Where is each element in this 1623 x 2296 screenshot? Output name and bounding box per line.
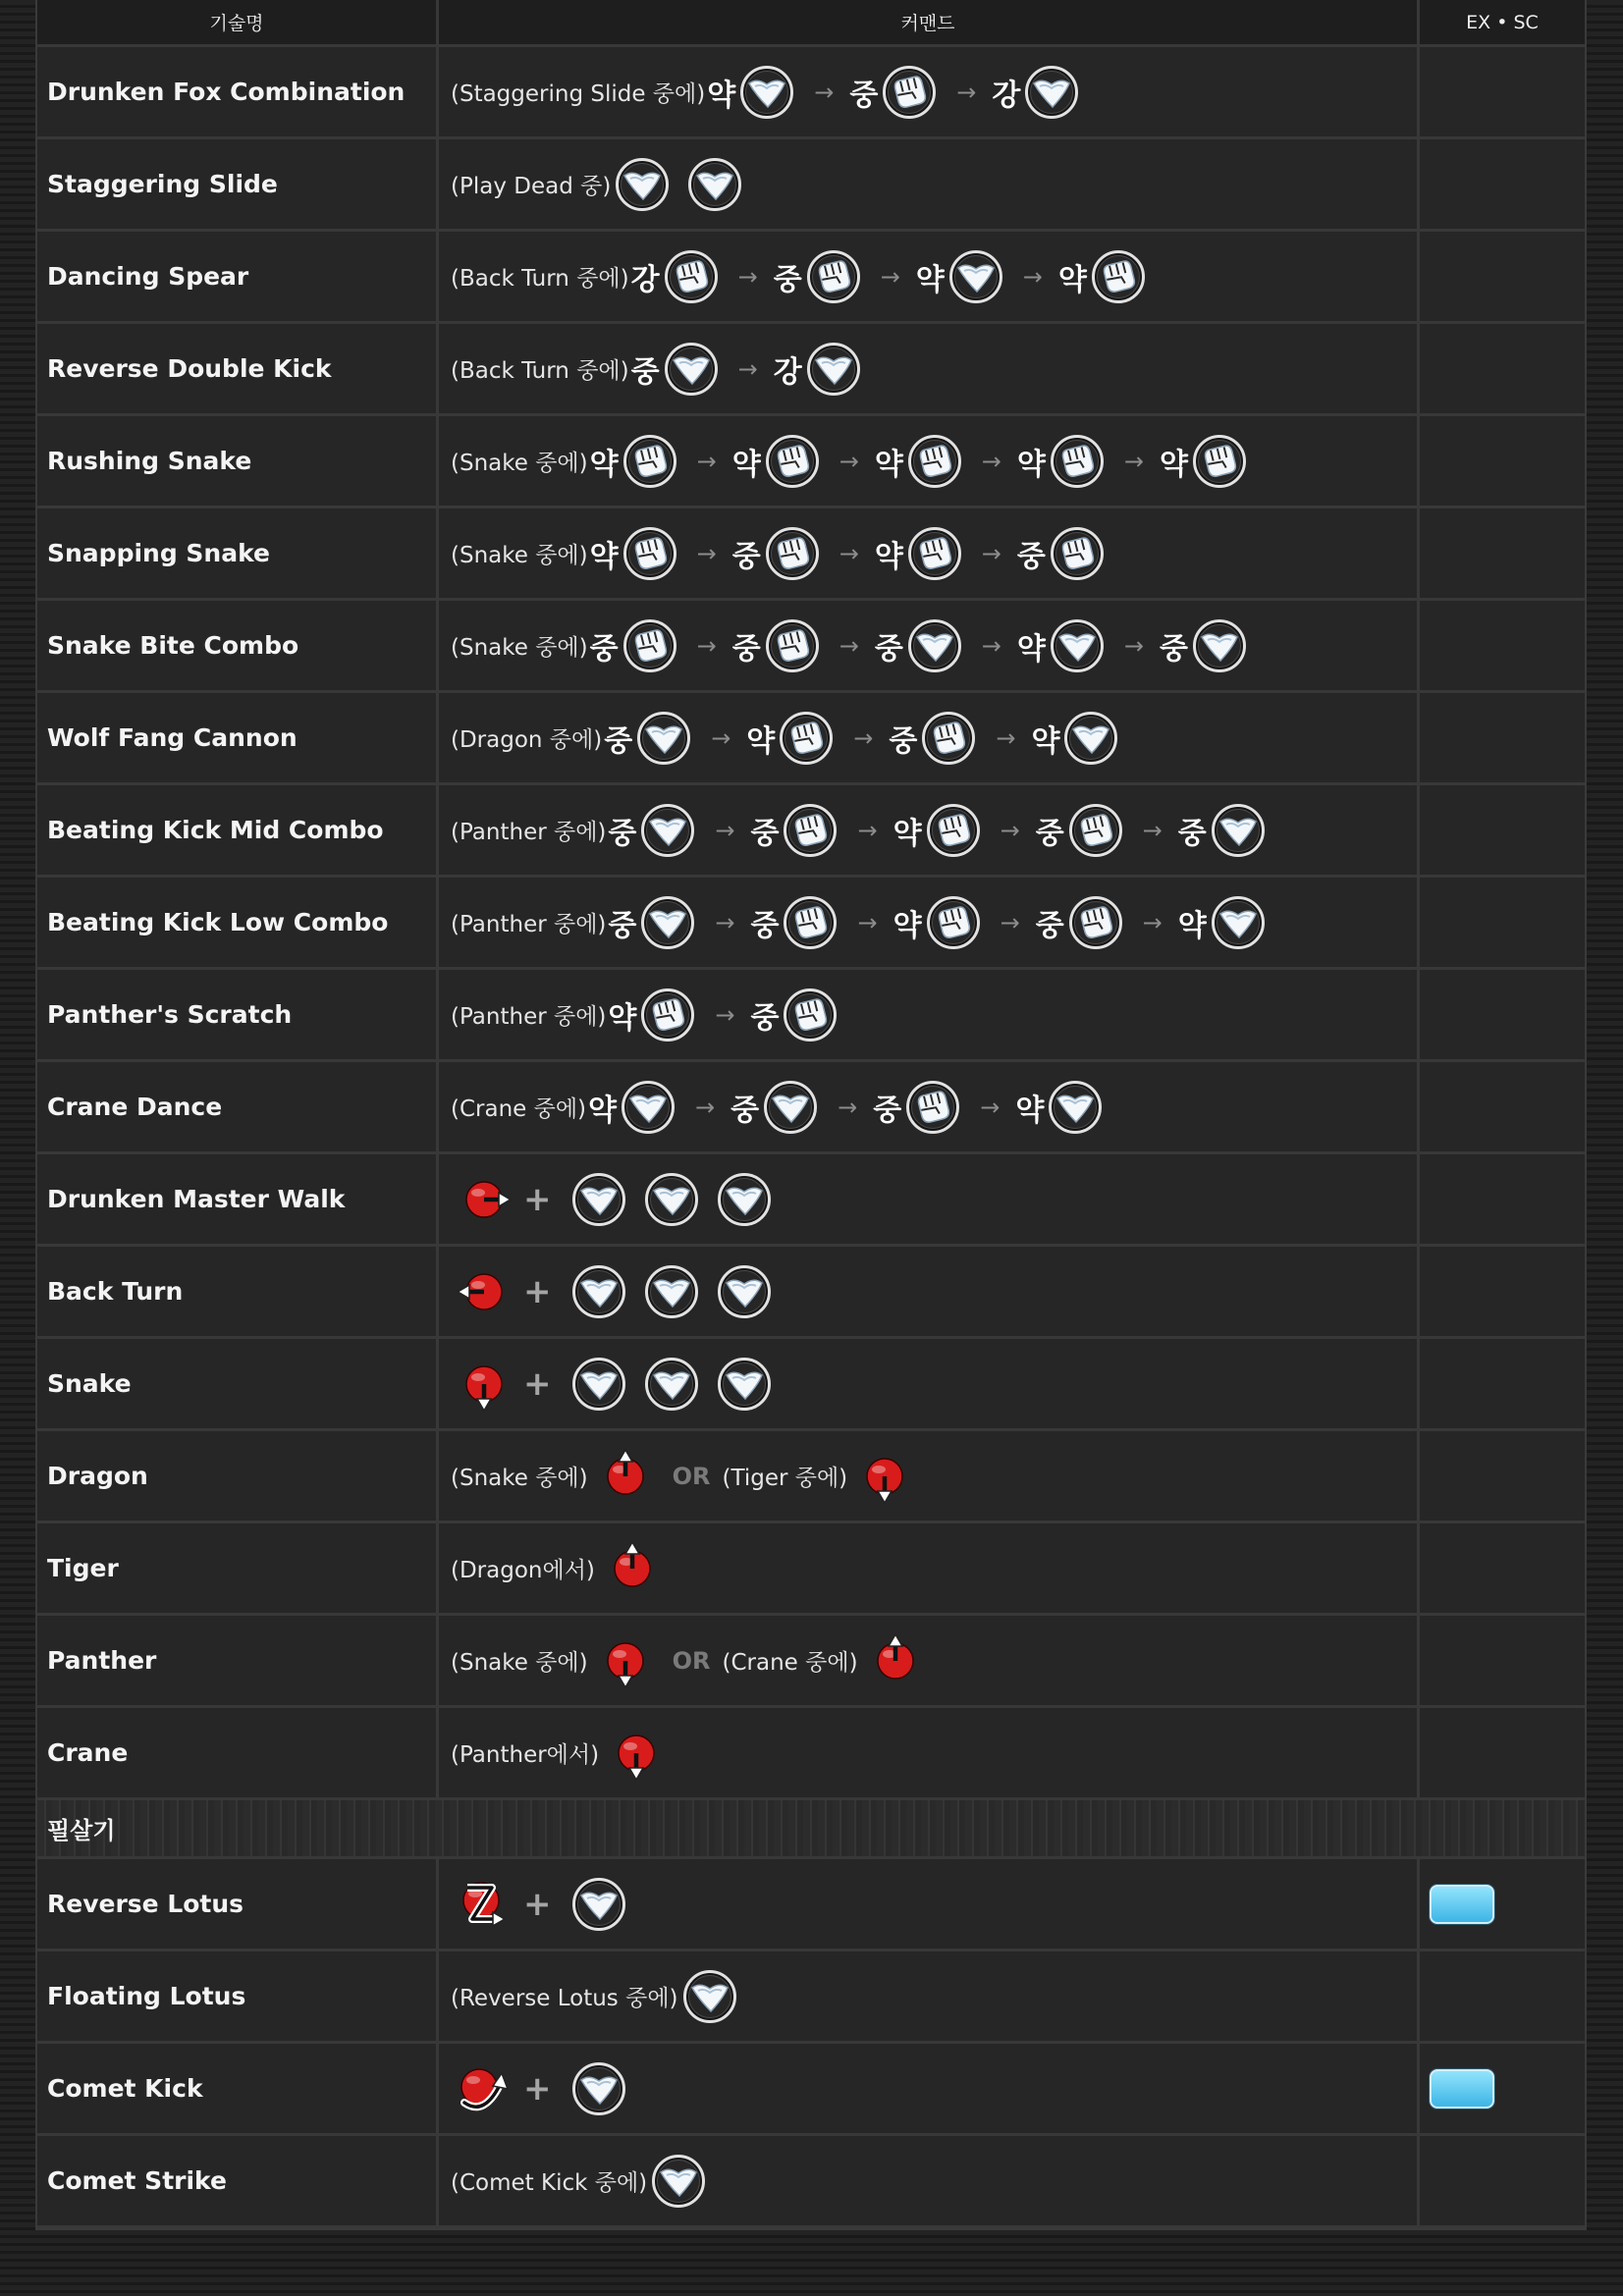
command-context: (Panther 중에)	[451, 820, 607, 845]
strength-label: 중	[1177, 816, 1207, 851]
command-context: (Snake 중에)	[451, 1466, 588, 1491]
punch-button-icon	[783, 803, 838, 858]
move-name-cell	[37, 416, 439, 506]
command-context: (Tiger 중에)	[722, 1466, 848, 1491]
strength-label: 중	[849, 78, 879, 113]
strength-label: 약	[746, 723, 776, 759]
move-row	[37, 1616, 1585, 1708]
kick-button-icon	[907, 618, 962, 673]
sequence-arrow: →	[1000, 816, 1020, 844]
move-name: Reverse Double Kick	[47, 354, 332, 383]
kick-button-icon	[806, 342, 861, 397]
move-command-cell	[439, 1951, 1420, 2041]
kick-button-icon	[1211, 803, 1266, 858]
move-name-cell	[37, 324, 439, 413]
table-header	[37, 0, 1585, 47]
move-ex-sc-cell	[1420, 1523, 1585, 1613]
move-command-cell	[439, 970, 1420, 1059]
strength-label: 약	[1031, 723, 1060, 759]
move-command-cell	[439, 139, 1420, 229]
header-ex-sc: EX • SC	[1466, 11, 1539, 33]
move-ex-sc-cell	[1420, 1247, 1585, 1336]
move-name-cell	[37, 1951, 439, 2041]
move-row	[37, 232, 1585, 324]
sequence-arrow: →	[1123, 631, 1144, 660]
strength-label: 중	[1035, 908, 1064, 943]
kick-button-icon	[644, 1357, 699, 1412]
command-context: (Reverse Lotus 중에)	[451, 1986, 678, 2011]
move-row	[37, 1062, 1585, 1154]
punch-button-icon	[783, 988, 838, 1042]
section-title: 필살기	[47, 1817, 116, 1844]
move-name-cell	[37, 970, 439, 1059]
kick-button-icon	[1050, 618, 1105, 673]
move-name-cell	[37, 47, 439, 136]
sequence-arrow: →	[1142, 816, 1163, 844]
move-name: Rushing Snake	[47, 447, 252, 475]
kick-button-icon	[1063, 711, 1118, 766]
sequence-arrow: →	[1123, 447, 1144, 475]
strength-label: 중	[873, 1093, 902, 1128]
move-ex-sc-cell	[1420, 2136, 1585, 2225]
sequence-arrow: →	[839, 447, 859, 475]
sequence-arrow: →	[814, 78, 835, 106]
strength-label: 중	[630, 354, 660, 390]
move-row	[37, 508, 1585, 601]
kick-button-icon	[763, 1080, 818, 1135]
move-name: Staggering Slide	[47, 170, 278, 198]
punch-button-icon	[907, 526, 962, 581]
sequence-arrow: →	[839, 539, 859, 567]
command-context: (Snake 중에)	[451, 1650, 588, 1676]
header-move-name: 기술명	[37, 0, 439, 44]
kick-button-icon	[571, 1264, 626, 1319]
move-ex-sc-cell	[1420, 232, 1585, 321]
punch-button-icon	[926, 895, 981, 950]
kick-button-icon	[1211, 895, 1266, 950]
strength-label: 약	[1177, 908, 1207, 943]
kick-button-icon	[687, 157, 742, 212]
move-ex-sc-cell	[1420, 416, 1585, 506]
move-name-cell	[37, 1339, 439, 1428]
sequence-arrow: →	[980, 1093, 1001, 1121]
move-name-cell	[37, 508, 439, 598]
strength-label: 중	[773, 262, 802, 297]
sequence-arrow: →	[981, 447, 1001, 475]
command-context: (Comet Kick 중에)	[451, 2170, 648, 2196]
strength-label: 중	[608, 816, 637, 851]
command-context: (Back Turn 중에)	[451, 266, 629, 292]
ex-sc-gauge-icon	[1430, 1885, 1494, 1924]
move-row	[37, 1859, 1585, 1951]
move-name-cell	[37, 1616, 439, 1705]
sequence-arrow: →	[839, 631, 859, 660]
kick-button-icon	[640, 895, 695, 950]
punch-button-icon	[1068, 895, 1123, 950]
move-row	[37, 1708, 1585, 1800]
punch-button-icon	[765, 434, 820, 489]
strength-label: 약	[589, 539, 619, 574]
move-command-cell	[439, 1616, 1420, 1705]
move-command-cell	[439, 416, 1420, 506]
move-ex-sc-cell	[1420, 785, 1585, 875]
strength-label: 중	[730, 1093, 760, 1128]
kick-button-icon	[644, 1264, 699, 1319]
command-context: (Dragon 중에)	[451, 727, 603, 753]
sequence-arrow: →	[956, 78, 977, 106]
move-name-cell	[37, 785, 439, 875]
kick-button-icon	[717, 1264, 772, 1319]
strength-label: 중	[731, 631, 761, 667]
strength-label: 약	[1016, 631, 1046, 667]
move-row	[37, 324, 1585, 416]
move-command-cell	[439, 1339, 1420, 1428]
strength-label: 중	[889, 723, 918, 759]
move-name-cell	[37, 693, 439, 782]
special-moves-group	[37, 1859, 1585, 2228]
move-command-cell	[439, 878, 1420, 967]
normal-moves-group	[37, 47, 1585, 1800]
sequence-arrow: →	[857, 908, 878, 936]
move-name-cell	[37, 1154, 439, 1244]
command-context: (Crane 중에)	[451, 1096, 587, 1122]
sequence-arrow: →	[711, 723, 731, 752]
punch-button-icon	[765, 526, 820, 581]
sequence-arrow: →	[696, 447, 717, 475]
command-context: (Back Turn 중에)	[451, 358, 629, 384]
sequence-arrow: →	[715, 908, 735, 936]
punch-button-icon	[926, 803, 981, 858]
direction-z-motion-icon	[455, 1875, 514, 1934]
move-ex-sc-cell	[1420, 1708, 1585, 1797]
kick-button-icon	[1192, 618, 1247, 673]
punch-button-icon	[921, 711, 976, 766]
punch-button-icon	[806, 249, 861, 304]
move-name-cell	[37, 1859, 439, 1949]
move-ex-sc-cell	[1420, 970, 1585, 1059]
kick-button-icon	[948, 249, 1003, 304]
move-name: Crane Dance	[47, 1093, 223, 1121]
move-ex-sc-cell	[1420, 601, 1585, 690]
strength-label: 약	[731, 447, 761, 482]
move-ex-sc-cell	[1420, 1859, 1585, 1949]
plus-sign: +	[523, 1271, 552, 1311]
sequence-arrow: →	[1142, 908, 1163, 936]
move-name-cell	[37, 1523, 439, 1613]
move-command-cell	[439, 601, 1420, 690]
move-name: Snake	[47, 1369, 132, 1398]
sequence-arrow: →	[737, 354, 758, 383]
direction-down-icon	[855, 1447, 914, 1506]
sequence-arrow: →	[857, 816, 878, 844]
punch-button-icon	[1050, 526, 1105, 581]
kick-button-icon	[682, 1969, 737, 2024]
move-command-cell	[439, 2044, 1420, 2133]
move-command-cell	[439, 1523, 1420, 1613]
move-command-cell	[439, 232, 1420, 321]
sequence-arrow: →	[996, 723, 1016, 752]
kick-button-icon	[640, 803, 695, 858]
kick-button-icon	[717, 1172, 772, 1227]
move-ex-sc-cell	[1420, 2044, 1585, 2133]
kick-button-icon	[621, 1080, 676, 1135]
move-command-cell	[439, 785, 1420, 875]
strength-label: 약	[589, 447, 619, 482]
move-name-cell	[37, 1431, 439, 1521]
sequence-arrow: →	[715, 816, 735, 844]
kick-button-icon	[571, 1357, 626, 1412]
move-name: Reverse Lotus	[47, 1890, 244, 1918]
punch-button-icon	[1068, 803, 1123, 858]
kick-button-icon	[571, 1172, 626, 1227]
sequence-arrow: →	[1000, 908, 1020, 936]
kick-button-icon	[717, 1357, 772, 1412]
move-row	[37, 1154, 1585, 1247]
command-context: (Crane 중에)	[722, 1650, 858, 1676]
move-ex-sc-cell	[1420, 1154, 1585, 1244]
move-row	[37, 2044, 1585, 2136]
move-name: Comet Kick	[47, 2074, 203, 2103]
direction-down-icon	[596, 1631, 655, 1690]
move-name: Drunken Master Walk	[47, 1185, 346, 1213]
move-row	[37, 1951, 1585, 2044]
move-ex-sc-cell	[1420, 139, 1585, 229]
move-row	[37, 785, 1585, 878]
sequence-arrow: →	[880, 262, 900, 291]
punch-button-icon	[765, 618, 820, 673]
move-name: Wolf Fang Cannon	[47, 723, 298, 752]
move-ex-sc-cell	[1420, 508, 1585, 598]
kick-button-icon	[644, 1172, 699, 1227]
strength-label: 중	[1016, 539, 1046, 574]
command-context: (Play Dead 중)	[451, 174, 612, 199]
move-ex-sc-cell	[1420, 1062, 1585, 1151]
move-row	[37, 1431, 1585, 1523]
move-name: Beating Kick Low Combo	[47, 908, 389, 936]
sequence-arrow: →	[981, 631, 1001, 660]
move-name: Tiger	[47, 1554, 119, 1582]
strength-label: 중	[1160, 631, 1188, 667]
move-name: Crane	[47, 1738, 129, 1767]
direction-left-icon	[455, 1262, 514, 1321]
direction-arc-motion-icon	[455, 2059, 514, 2118]
move-name-cell	[37, 601, 439, 690]
sequence-arrow: →	[737, 262, 758, 291]
move-command-cell	[439, 1062, 1420, 1151]
move-name-cell	[37, 232, 439, 321]
move-ex-sc-cell	[1420, 324, 1585, 413]
move-ex-sc-cell	[1420, 47, 1585, 136]
header-command: 커맨드	[439, 0, 1420, 44]
move-row	[37, 1247, 1585, 1339]
plus-sign: +	[523, 1179, 552, 1219]
move-row	[37, 139, 1585, 232]
move-row	[37, 47, 1585, 139]
sequence-arrow: →	[853, 723, 874, 752]
sequence-arrow: →	[838, 1093, 858, 1121]
strength-label: 약	[588, 1093, 618, 1128]
plus-sign: +	[523, 2068, 552, 2109]
move-name-cell	[37, 2044, 439, 2133]
sequence-arrow: →	[696, 631, 717, 660]
strength-label: 중	[750, 908, 780, 943]
move-command-cell	[439, 324, 1420, 413]
strength-label: 약	[1160, 447, 1188, 482]
command-context: (Snake 중에)	[451, 543, 588, 568]
or-separator: OR	[672, 1462, 711, 1490]
kick-button-icon	[739, 65, 794, 120]
strength-label: 약	[707, 78, 736, 113]
move-command-cell	[439, 1708, 1420, 1797]
strength-label: 중	[750, 1000, 780, 1036]
command-context: (Snake 중에)	[451, 635, 588, 661]
strength-label: 중	[589, 631, 619, 667]
move-row	[37, 693, 1585, 785]
plus-sign: +	[523, 1363, 552, 1404]
command-context: (Panther에서)	[451, 1742, 600, 1768]
command-context: (Panther 중에)	[451, 912, 607, 937]
sequence-arrow: →	[696, 539, 717, 567]
move-command-cell	[439, 1247, 1420, 1336]
punch-button-icon	[640, 988, 695, 1042]
strength-label: 강	[773, 354, 802, 390]
strength-label: 약	[915, 262, 945, 297]
move-ex-sc-cell	[1420, 878, 1585, 967]
strength-label: 중	[1035, 816, 1064, 851]
move-row	[37, 970, 1585, 1062]
move-name-cell	[37, 1708, 439, 1797]
strength-label: 중	[874, 631, 903, 667]
strength-label: 중	[608, 908, 637, 943]
punch-button-icon	[905, 1080, 960, 1135]
move-name-cell	[37, 878, 439, 967]
strength-label: 약	[1016, 447, 1046, 482]
or-separator: OR	[672, 1646, 711, 1675]
move-name-cell	[37, 2136, 439, 2225]
strength-label: 중	[604, 723, 633, 759]
direction-up-icon	[603, 1539, 662, 1598]
sequence-arrow: →	[695, 1093, 716, 1121]
direction-right-icon	[455, 1170, 514, 1229]
move-command-cell	[439, 47, 1420, 136]
move-command-cell	[439, 2136, 1420, 2225]
punch-button-icon	[907, 434, 962, 489]
move-command-cell	[439, 693, 1420, 782]
move-name: Dragon	[47, 1462, 148, 1490]
kick-button-icon	[571, 2061, 626, 2116]
strength-label: 중	[750, 816, 780, 851]
move-name: Snake Bite Combo	[47, 631, 299, 660]
kick-button-icon	[636, 711, 691, 766]
strength-label: 약	[874, 539, 903, 574]
punch-button-icon	[622, 434, 677, 489]
direction-down-icon	[607, 1724, 666, 1783]
ex-sc-gauge-icon	[1430, 2069, 1494, 2109]
sequence-arrow: →	[715, 1000, 735, 1029]
strength-label: 약	[608, 1000, 637, 1036]
move-list-table	[35, 0, 1587, 2230]
strength-label: 중	[731, 539, 761, 574]
direction-down-icon	[455, 1355, 514, 1414]
strength-label: 약	[893, 908, 922, 943]
move-name: Beating Kick Mid Combo	[47, 816, 384, 844]
move-name-cell	[37, 1247, 439, 1336]
direction-up-icon	[596, 1447, 655, 1506]
move-row	[37, 601, 1585, 693]
kick-button-icon	[1024, 65, 1079, 120]
move-row	[37, 1339, 1585, 1431]
command-context: (Staggering Slide 중에)	[451, 81, 706, 107]
move-command-cell	[439, 508, 1420, 598]
kick-button-icon	[664, 342, 719, 397]
move-name: Panther's Scratch	[47, 1000, 293, 1029]
strength-label: 강	[992, 78, 1021, 113]
move-name: Back Turn	[47, 1277, 184, 1306]
command-context: (Snake 중에)	[451, 451, 588, 476]
move-command-cell	[439, 1154, 1420, 1244]
punch-button-icon	[622, 618, 677, 673]
move-name: Snapping Snake	[47, 539, 271, 567]
plus-sign: +	[523, 1884, 552, 1924]
command-context: (Panther 중에)	[451, 1004, 607, 1030]
move-row	[37, 416, 1585, 508]
move-name-cell	[37, 1062, 439, 1151]
move-row	[37, 2136, 1585, 2228]
move-ex-sc-cell	[1420, 1339, 1585, 1428]
punch-button-icon	[622, 526, 677, 581]
move-name: Drunken Fox Combination	[47, 78, 406, 106]
kick-button-icon	[651, 2154, 706, 2209]
move-name: Floating Lotus	[47, 1982, 246, 2010]
move-row	[37, 1523, 1585, 1616]
strength-label: 약	[1057, 262, 1087, 297]
punch-button-icon	[664, 249, 719, 304]
strength-label: 약	[893, 816, 922, 851]
strength-label: 강	[630, 262, 660, 297]
sequence-arrow: →	[981, 539, 1001, 567]
kick-button-icon	[571, 1877, 626, 1932]
punch-button-icon	[779, 711, 834, 766]
move-name: Dancing Spear	[47, 262, 249, 291]
strength-label: 약	[1015, 1093, 1045, 1128]
command-context: (Dragon에서)	[451, 1558, 595, 1583]
punch-button-icon	[783, 895, 838, 950]
move-command-cell	[439, 1859, 1420, 1949]
move-ex-sc-cell	[1420, 1616, 1585, 1705]
punch-button-icon	[1050, 434, 1105, 489]
strength-label: 약	[874, 447, 903, 482]
kick-button-icon	[615, 157, 670, 212]
move-name: Comet Strike	[47, 2166, 227, 2195]
move-ex-sc-cell	[1420, 1431, 1585, 1521]
move-name: Panther	[47, 1646, 157, 1675]
section-header-special	[37, 1800, 1585, 1859]
move-command-cell	[439, 1431, 1420, 1521]
sequence-arrow: →	[1022, 262, 1043, 291]
move-name-cell	[37, 139, 439, 229]
punch-button-icon	[882, 65, 937, 120]
move-ex-sc-cell	[1420, 1951, 1585, 2041]
punch-button-icon	[1192, 434, 1247, 489]
direction-up-icon	[866, 1631, 925, 1690]
kick-button-icon	[1048, 1080, 1103, 1135]
move-ex-sc-cell	[1420, 693, 1585, 782]
move-row	[37, 878, 1585, 970]
punch-button-icon	[1091, 249, 1146, 304]
